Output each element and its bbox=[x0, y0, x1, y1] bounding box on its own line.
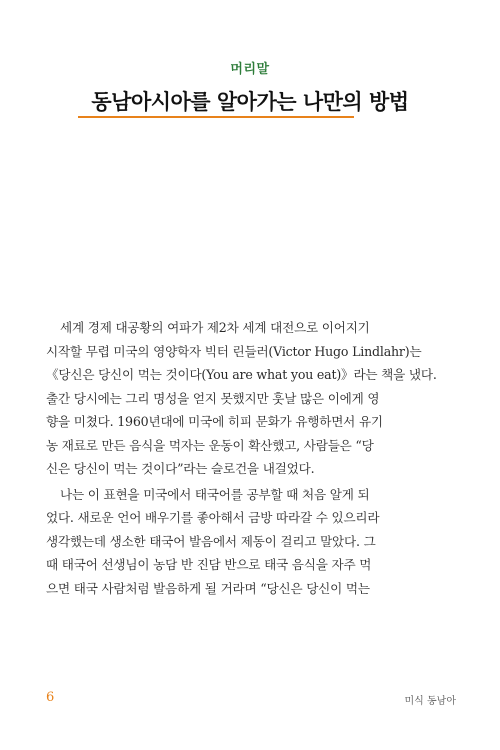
paragraph-line: 때 태국어 선생님이 농담 반 진담 반으로 태국 음식을 자주 먹 bbox=[46, 557, 372, 572]
paragraph-line: 시작할 무렵 미국의 영양학자 빅터 린들러(Victor Hugo Lindlahr)는 bbox=[46, 343, 422, 359]
paragraph-line: 향을 미쳤다. 1960년대에 미국에 히피 문화가 유행하면서 유기 bbox=[46, 414, 383, 429]
paragraph-line: 생각했는데 생소한 태국어 발음에서 제동이 걸리고 말았다. 그 bbox=[46, 533, 376, 549]
paragraph-line: 《당신은 당신이 먹는 것이다(You are what you eat)》라는 책을 냈다. bbox=[46, 367, 437, 382]
paragraph-line: 농 재료로 만든 음식을 먹자는 운동이 확산했고, 사람들은 “당 bbox=[46, 437, 374, 453]
paragraph-line: 나는 이 표현을 미국에서 태국어를 공부할 때 처음 알게 되 bbox=[60, 486, 370, 502]
chapter-title: 동남아시아를 알아가는 나만의 방법 bbox=[91, 90, 409, 114]
title-underline bbox=[78, 116, 354, 118]
page-number: 6 bbox=[46, 690, 55, 705]
paragraph-line: 출간 당시에는 그리 명성을 얻지 못했지만 훗날 많은 이에게 영 bbox=[46, 390, 380, 406]
body-text bbox=[46, 316, 458, 600]
paragraph-line: 세계 경제 대공황의 여파가 제2차 세계 대전으로 이어지기 bbox=[60, 320, 370, 335]
running-title: 미식 동남아 bbox=[404, 696, 456, 707]
paragraph-line: 었다. 새로운 언어 배우기를 좋아해서 금방 따라갈 수 있으리라 bbox=[46, 510, 380, 525]
paragraph-line: 신은 당신이 먹는 것이다”라는 슬로건을 내걸었다. bbox=[46, 461, 315, 476]
paragraph-line: 으면 태국 사람처럼 발음하게 될 거라며 “당신은 당신이 먹는 bbox=[46, 580, 370, 596]
chapter-kicker: 머리말 bbox=[230, 62, 270, 77]
